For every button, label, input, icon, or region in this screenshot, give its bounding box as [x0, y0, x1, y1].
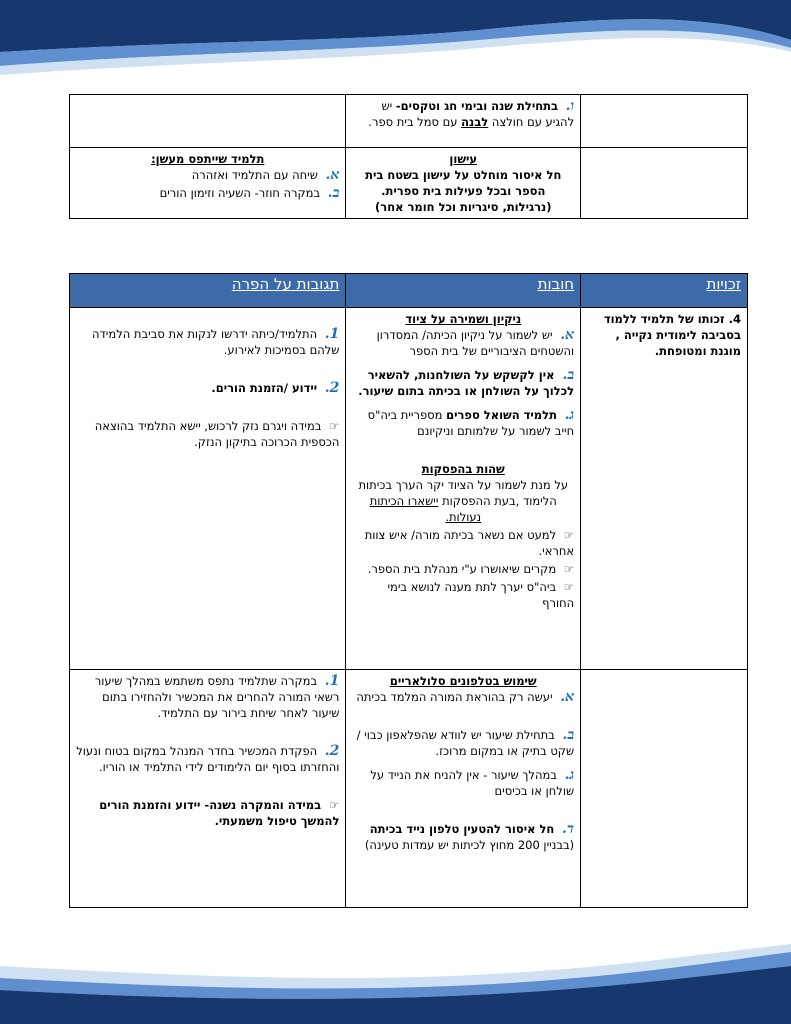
list-item: 1. התלמיד/כיתה ידרשו לנקות את סביבת הלמידה שלהם בסמיכות לאירוע. [92, 326, 340, 357]
smoking-rule-cell: עישון חל איסור מוחלט על עישון בשטח בית הספר ובכל פעילות בית ספרית. (נרגילות, סיגריות וכל חומר אחר) [346, 148, 581, 219]
list-item: 1. במקרה שתלמיד נתפס משתמש במהלך שיעור רשאי המורה להחרים את המכשיר ולהחזירו בתום שיעור לאחר שיחת בירור עם התלמיד. [94, 673, 340, 720]
list-item: ☞ ביה"ס יערך לתת מענה לנושא בימי החורף [387, 580, 575, 610]
list-item: ג. במהלך שיעור - אין להניח את הנייד על שולחן או בכיסים [370, 767, 575, 798]
rights-cell-empty [581, 148, 748, 219]
phones-responses-cell [70, 670, 346, 908]
list-item: 2. יידוע /הזמנת הורים. [211, 380, 340, 396]
response-cell-empty [70, 95, 346, 148]
list-item: ☞ למעט אם נשאר בכיתה מורה/ איש צוות אחראי. [364, 528, 575, 558]
table-row [70, 670, 748, 908]
list-item: ב. אין לקשקש על השולחנות, להשאיר לכלוך על השולחן או בכיתה בתום שיעור. [358, 367, 575, 398]
header-rights: זכויות [581, 274, 748, 308]
list-item: א. יעשה רק בהוראת המורה המלמד בכיתה [356, 689, 575, 705]
pointing-hand-icon: ☞ [563, 528, 575, 542]
bottom-wave-decoration [0, 944, 791, 1024]
smoking-title: עישון [449, 152, 478, 166]
list-item: ☞ במידה ויגרם נזק לרכוש, יישא התלמיד בהוצאה הכספית הכרוכה בתיקון הנזק. [94, 419, 340, 449]
table-row [70, 308, 748, 670]
list-item: ב. במקרה חוזר- השעיה וזימון הורים [159, 185, 340, 201]
table-header-row [70, 274, 748, 308]
table-row [70, 95, 748, 148]
list-item: ג. תלמיד השואל ספרים מספריית ביה"ס חייב לשמור על שלמותם וניקיונם [367, 407, 575, 438]
list-item: 2. הפקדת המכשיר בחדר המנהל במקום בטוח ונעול והחזרתו בסוף יום הלימודים לידי התלמיד או הוריו. [76, 743, 340, 774]
header-duties: חובות [346, 274, 581, 308]
smoking-response-cell: תלמיד שייתפס מעשן: א. שיחה עם התלמיד ואזהרה ב. במקרה חוזר- השעיה וזימון הורים [70, 148, 346, 219]
top-wave-decoration [0, 0, 791, 75]
cleanliness-responses-cell [70, 308, 346, 670]
cleanliness-duties-cell: ניקיון ושמירה על ציוד א. יש לשמור על ניקיון הכיתה/ המסדרון והשטחים הציבוריים של בית הספר ב. אין לקשקש על השולחנות, להשאיר לכלוך על השולחן או בכיתה בתום שיעור. ג. תלמיד השואל ספרים מספריית ביה"ס חייב לשמור על שלמותם וניקיונם שהות בהפסקות על מנת לשמור על הציוד יקר הערך בכיתות הלימוד ,בעת ההפסקות יישארו הכיתות נעולות. ☞ למעט אם נשאר בכיתה מורה/ איש צוות אחראי. ☞ מקרים שיאושרו ע"י מנהלת בית הספר. ☞ ביה"ס יערך לתת מענה לנושא בימי החורף [346, 308, 581, 670]
rights-cell-empty [581, 670, 748, 908]
uniform-smoking-table [69, 94, 748, 219]
pointing-hand-icon: ☞ [329, 419, 340, 433]
rights-cell-empty [581, 95, 748, 148]
uniform-rule-cell: ו. בתחילת שנה ובימי חג וטקסים- יש להגיע עם חולצה לבנה עם סמל בית ספר. [346, 95, 581, 148]
list-item: ☞ במידה והמקרה נשנה- יידוע והזמנת הורים להמשך טיפול משמעתי. [99, 798, 340, 828]
phones-duties-cell: שימוש בטלפונים סלולאריים א. יעשה רק בהוראת המורה המלמד בכיתה ב. בתחילת שיעור יש לוודא שהפלאפון כבוי / שקט בתיק או במקום מרוכז. ג. במהלך שיעור - אין להניח את הנייד על שולחן או בכיסים ד. חל איסור להטעין טלפון נייד בכיתה (בבניין 200 מחוץ לכיתות יש עמדות טעינה) [346, 670, 581, 908]
list-item: א. יש לשמור על ניקיון הכיתה/ המסדרון והשטחים הציבוריים של בית הספר [376, 327, 575, 358]
pointing-hand-icon: ☞ [329, 798, 340, 812]
list-marker: ו. [565, 98, 575, 114]
pointing-hand-icon: ☞ [563, 562, 575, 576]
header-responses: תגובות על הפרה [70, 274, 346, 308]
list-item: ב. בתחילת שיעור יש לוודא שהפלאפון כבוי / שקט בתיק או במקום מרוכז. [356, 727, 575, 758]
list-item: א. שיחה עם התלמיד ואזהרה [191, 167, 340, 183]
table-row [70, 148, 748, 219]
cleanliness-phones-table [69, 273, 748, 908]
right-clean-environment: 4. זכותו של תלמיד ללמוד בסביבה לימודית נקייה , מוגנת ומטופחת. [581, 308, 748, 670]
list-item: ד. חל איסור להטעין טלפון נייד בכיתה (בבניין 200 מחוץ לכיתות יש עמדות טעינה) [364, 821, 575, 852]
pointing-hand-icon: ☞ [563, 580, 575, 594]
list-item: ☞ מקרים שיאושרו ע"י מנהלת בית הספר. [367, 562, 575, 576]
